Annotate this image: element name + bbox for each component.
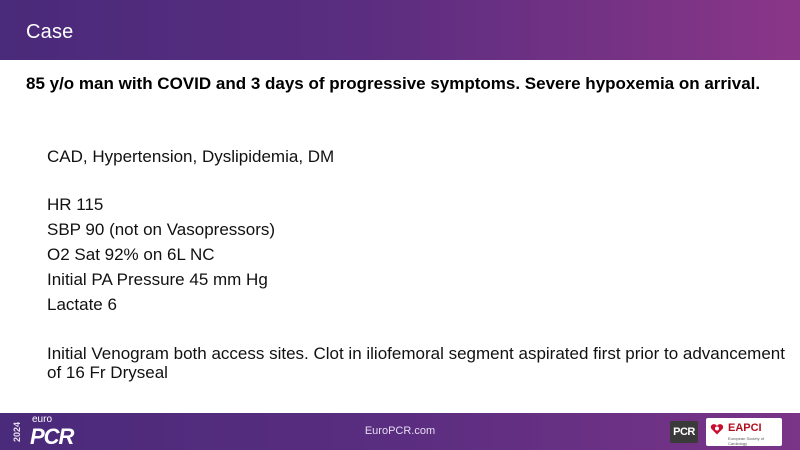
pcr-badge-logo: PCR: [670, 421, 698, 443]
vital-pa-pressure: Initial PA Pressure 45 mm Hg: [47, 270, 268, 289]
logo-euro-text: euro: [32, 414, 53, 425]
eapci-subtitle: European Society of Cardiology: [728, 436, 765, 446]
vital-hr: HR 115: [47, 195, 104, 214]
europcr-logo: PCR: [30, 424, 74, 449]
vital-lactate: Lactate 6: [47, 295, 117, 314]
vitals-list: [47, 192, 787, 317]
slide-header: [0, 0, 800, 60]
eapci-logo: [706, 418, 782, 446]
vital-sbp: SBP 90 (not on Vasopressors): [47, 220, 276, 239]
slide-content: [26, 74, 786, 382]
logo-year: 2024: [12, 421, 22, 443]
slide-title: Case: [26, 21, 74, 43]
heart-icon: [710, 422, 724, 436]
slide-footer: [0, 413, 800, 450]
procedure-note: Initial Venogram both access sites. Clot in iliofemoral segment aspirated first prior to advancement of 16 Fr Dryseal: [47, 344, 785, 382]
medical-history: CAD, Hypertension, Dyslipidemia, DM: [47, 147, 335, 166]
footer-url[interactable]: EuroPCR.com: [364, 425, 436, 437]
case-headline: 85 y/o man with COVID and 3 days of progressive symptoms. Severe hypoxemia on arrival.: [26, 74, 761, 93]
eapci-label: EAPCI: [728, 422, 762, 434]
vital-o2-sat: O2 Sat 92% on 6L NC: [47, 245, 215, 264]
